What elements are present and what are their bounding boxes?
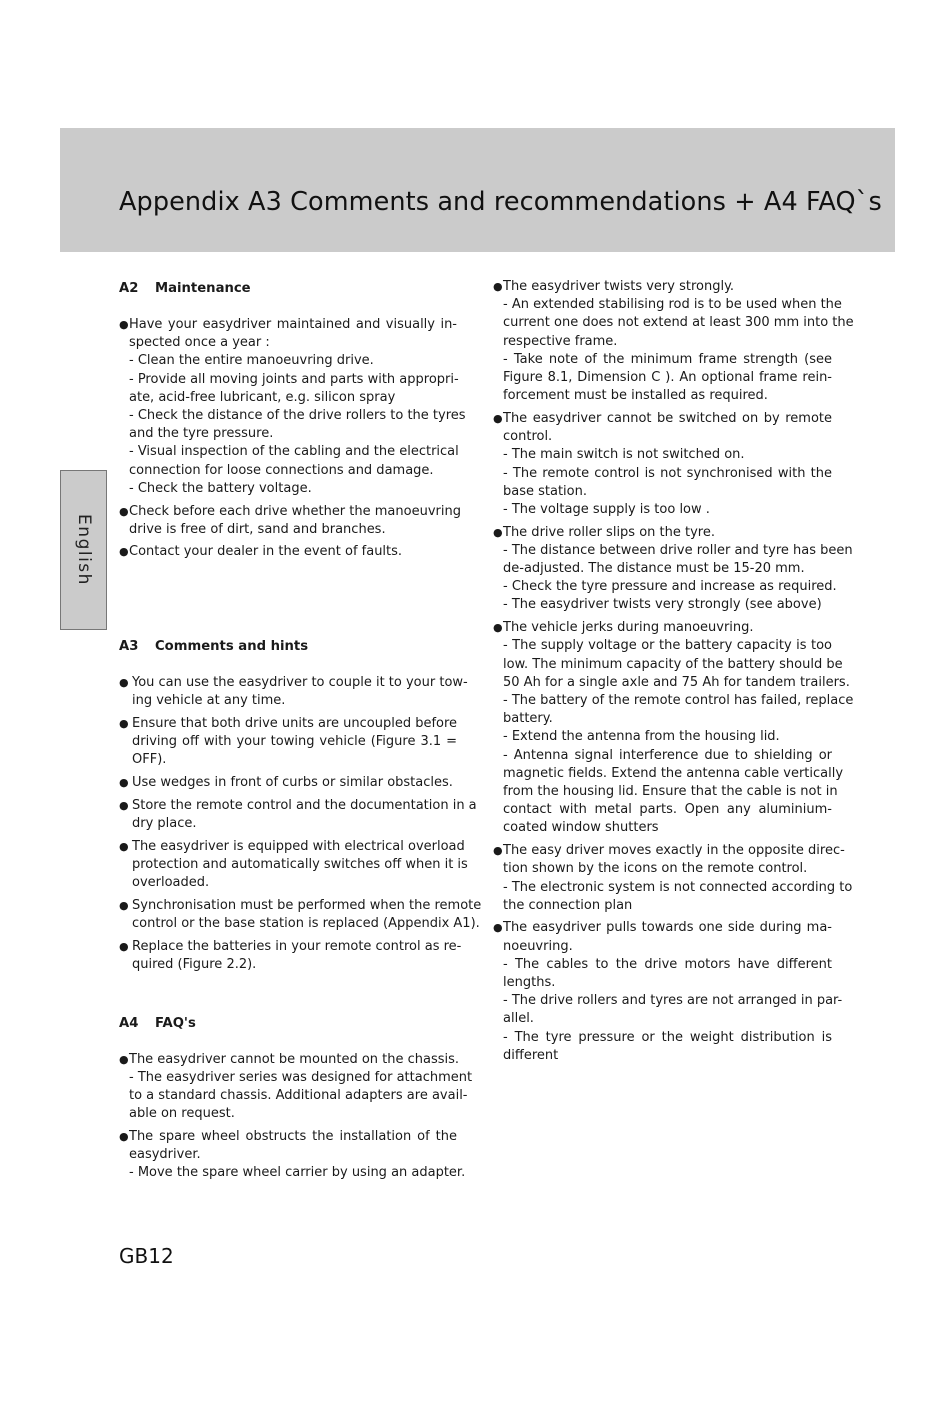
list-item: [119, 1051, 473, 1124]
text-line: low. The minimum capacity of the battery should be: [503, 656, 843, 672]
text-line: tion shown by the icons on the remote control.: [503, 861, 808, 877]
hints-list: [119, 674, 482, 974]
text-line: protection and automatically switches off when it is: [132, 856, 468, 872]
text-line: Ensure that both drive units are uncoupled before: [132, 716, 458, 732]
text-line: spected once a year :: [129, 335, 270, 351]
text-line: respective frame.: [503, 333, 618, 349]
text-line: easydriver.: [129, 1147, 201, 1163]
list-item: [493, 278, 854, 405]
text-line: - Take note of the minimum frame strength (see: [503, 351, 832, 367]
section-a4-heading: [119, 1015, 457, 1033]
bullet-icon: ●: [119, 898, 129, 912]
text-line: - The battery of the remote control has failed, replace: [503, 692, 854, 708]
text-line: Check before each drive whether the manoeuvring: [129, 503, 461, 519]
text-line: - The easydriver series was designed for attachment: [129, 1069, 473, 1085]
text-line: The easy driver moves exactly in the opposite direc-: [503, 843, 845, 859]
text-line: OFF).: [132, 752, 167, 768]
text-line: The easydriver is equipped with electrical overload: [132, 838, 465, 854]
list-item: [493, 619, 854, 837]
list-item: [119, 543, 457, 561]
bullet-icon: ●: [119, 939, 129, 953]
text-line: driving off with your towing vehicle (Figure 3.1 =: [132, 734, 457, 750]
text-line: forcement must be installed as required.: [503, 388, 768, 404]
text-line: lengths.: [503, 975, 556, 991]
text-line: - The cables to the drive motors have different: [503, 956, 832, 972]
spacer: [119, 979, 457, 1015]
section-title: FAQ's: [155, 1015, 196, 1031]
bullet-icon: ●: [119, 676, 129, 690]
text-line: magnetic fields. Extend the antenna cable vertically: [503, 765, 844, 781]
text-line: coated window shutters: [503, 820, 659, 836]
text-line: Figure 8.1, Dimension C ). An optional frame rein-: [503, 370, 832, 386]
text-line: connection for loose connections and damage.: [129, 462, 434, 478]
text-line: - The distance between drive roller and tyre has been: [503, 542, 853, 558]
bullet-icon: ●: [493, 921, 503, 935]
text-line: Synchronisation must be performed when the remote: [132, 897, 482, 913]
section-number: A3: [119, 639, 139, 655]
bullet-icon: ●: [119, 717, 129, 731]
text-line: - An extended stabilising rod is to be used when the: [503, 297, 842, 313]
text-line: noeuvring.: [503, 938, 573, 954]
text-line: - Visual inspection of the cabling and the electrical: [129, 444, 459, 460]
bullet-icon: ●: [119, 1052, 129, 1066]
list-item: [119, 674, 468, 710]
faq-list-right: [493, 278, 854, 1065]
text-line: - The electronic system is not connected according to: [503, 879, 853, 895]
bullet-icon: ●: [119, 839, 129, 853]
text-line: The drive roller slips on the tyre.: [503, 524, 715, 540]
list-item: [119, 797, 477, 833]
text-line: Contact your dealer in the event of faults.: [129, 544, 403, 560]
maintenance-list: [119, 316, 466, 562]
text-line: Store the remote control and the documentation in a: [132, 797, 477, 813]
text-line: The easydriver twists very strongly.: [503, 279, 735, 294]
text-line: The easydriver pulls towards one side during ma-: [503, 920, 832, 936]
section-a3-heading: [119, 638, 457, 656]
text-line: - Check the battery voltage.: [129, 480, 312, 496]
section-number: A4: [119, 1015, 139, 1031]
right-column: [493, 278, 854, 1070]
text-line: current one does not extend at least 300 mm into the: [503, 315, 854, 331]
text-line: base station.: [503, 483, 587, 499]
text-line: and the tyre pressure.: [129, 426, 274, 442]
page-number: GB12: [119, 1244, 174, 1268]
text-line: quired (Figure 2.2).: [132, 956, 257, 972]
text-line: - Clean the entire manoeuvring drive.: [129, 353, 374, 369]
text-line: You can use the easydriver to couple it to your tow-: [132, 675, 468, 691]
list-item: [119, 503, 461, 539]
bullet-icon: ●: [119, 318, 129, 331]
bullet-icon: ●: [493, 525, 503, 539]
text-line: The vehicle jerks during manoeuvring.: [503, 620, 754, 636]
text-line: - The easydriver twists very strongly (see above): [503, 597, 822, 613]
language-tab: [60, 470, 107, 630]
text-line: different: [503, 1047, 559, 1063]
list-item: [493, 410, 832, 519]
faq-list-left: [119, 1051, 473, 1183]
text-line: - The main switch is not switched on.: [503, 447, 745, 463]
list-item: [119, 838, 468, 893]
text-line: allel.: [503, 1011, 534, 1027]
section-title: Comments and hints: [155, 639, 309, 655]
text-line: - Antenna signal interference due to shielding or: [503, 747, 832, 763]
text-line: ate, acid-free lubricant, e.g. silicon spray: [129, 389, 396, 405]
text-line: to a standard chassis. Additional adapters are avail-: [129, 1088, 468, 1104]
bullet-icon: ●: [493, 621, 503, 635]
text-line: - Provide all moving joints and parts with appropri-: [129, 371, 459, 387]
language-tab-label: English: [73, 514, 94, 586]
section-a2-heading: [119, 280, 457, 298]
text-line: from the housing lid. Ensure that the cable is not in: [503, 783, 838, 799]
text-line: The spare wheel obstructs the installation of the: [129, 1129, 457, 1144]
text-line: Replace the batteries in your remote control as re-: [132, 938, 462, 954]
list-item: [119, 938, 462, 974]
text-line: the connection plan: [503, 897, 633, 913]
text-line: - The supply voltage or the battery capacity is too: [503, 638, 832, 654]
text-line: - The drive rollers and tyres are not arranged in par-: [503, 993, 843, 1009]
text-line: The easydriver cannot be mounted on the chassis.: [129, 1051, 460, 1067]
bullet-icon: ●: [119, 545, 129, 559]
left-column: [119, 280, 482, 1187]
text-line: - The remote control is not synchronised with the: [503, 465, 832, 481]
text-line: battery.: [503, 711, 553, 727]
list-item: [493, 919, 843, 1065]
list-item: [119, 316, 466, 498]
text-line: - Check the tyre pressure and increase as required.: [503, 579, 837, 595]
text-line: - Extend the antenna from the housing lid.: [503, 729, 780, 745]
bullet-icon: ●: [493, 411, 503, 425]
text-line: Use wedges in front of curbs or similar obstacles.: [132, 775, 453, 791]
section-title: Maintenance: [155, 281, 251, 296]
text-line: Have your easydriver maintained and visually in-: [129, 317, 457, 332]
bullet-icon: ●: [119, 798, 129, 812]
text-line: overloaded.: [132, 875, 210, 891]
bullet-icon: ●: [493, 280, 503, 293]
text-line: de-adjusted. The distance must be 15-20 mm.: [503, 561, 805, 577]
text-line: - The voltage supply is too low .: [503, 501, 710, 517]
text-line: control.: [503, 429, 553, 445]
page-title: Appendix A3 Comments and recommendations + A4 FAQ`s: [119, 187, 882, 217]
text-line: The easydriver cannot be switched on by remote: [503, 410, 832, 426]
list-item: [119, 897, 482, 933]
text-line: drive is free of dirt, sand and branches.: [129, 521, 386, 537]
text-line: contact with metal parts. Open any aluminium-: [503, 802, 832, 818]
list-item: [119, 774, 457, 792]
spacer: [119, 566, 457, 638]
text-line: control or the base station is replaced (Appendix A1).: [132, 916, 480, 932]
text-line: ing vehicle at any time.: [132, 693, 286, 709]
bullet-icon: ●: [119, 1130, 129, 1143]
text-line: dry place.: [132, 816, 197, 832]
list-item: [119, 715, 457, 770]
list-item: [119, 1128, 466, 1183]
bullet-icon: ●: [493, 844, 503, 858]
text-line: - Check the distance of the drive rollers to the tyres: [129, 408, 466, 424]
text-line: able on request.: [129, 1106, 235, 1122]
list-item: [493, 842, 853, 915]
section-number: A2: [119, 281, 139, 296]
text-line: 50 Ah for a single axle and 75 Ah for tandem trailers.: [503, 674, 850, 690]
bullet-icon: ●: [119, 504, 129, 518]
list-item: [493, 524, 853, 615]
bullet-icon: ●: [119, 776, 129, 790]
text-line: - The tyre pressure or the weight distribution is: [503, 1029, 832, 1045]
text-line: - Move the spare wheel carrier by using an adapter.: [129, 1165, 466, 1181]
